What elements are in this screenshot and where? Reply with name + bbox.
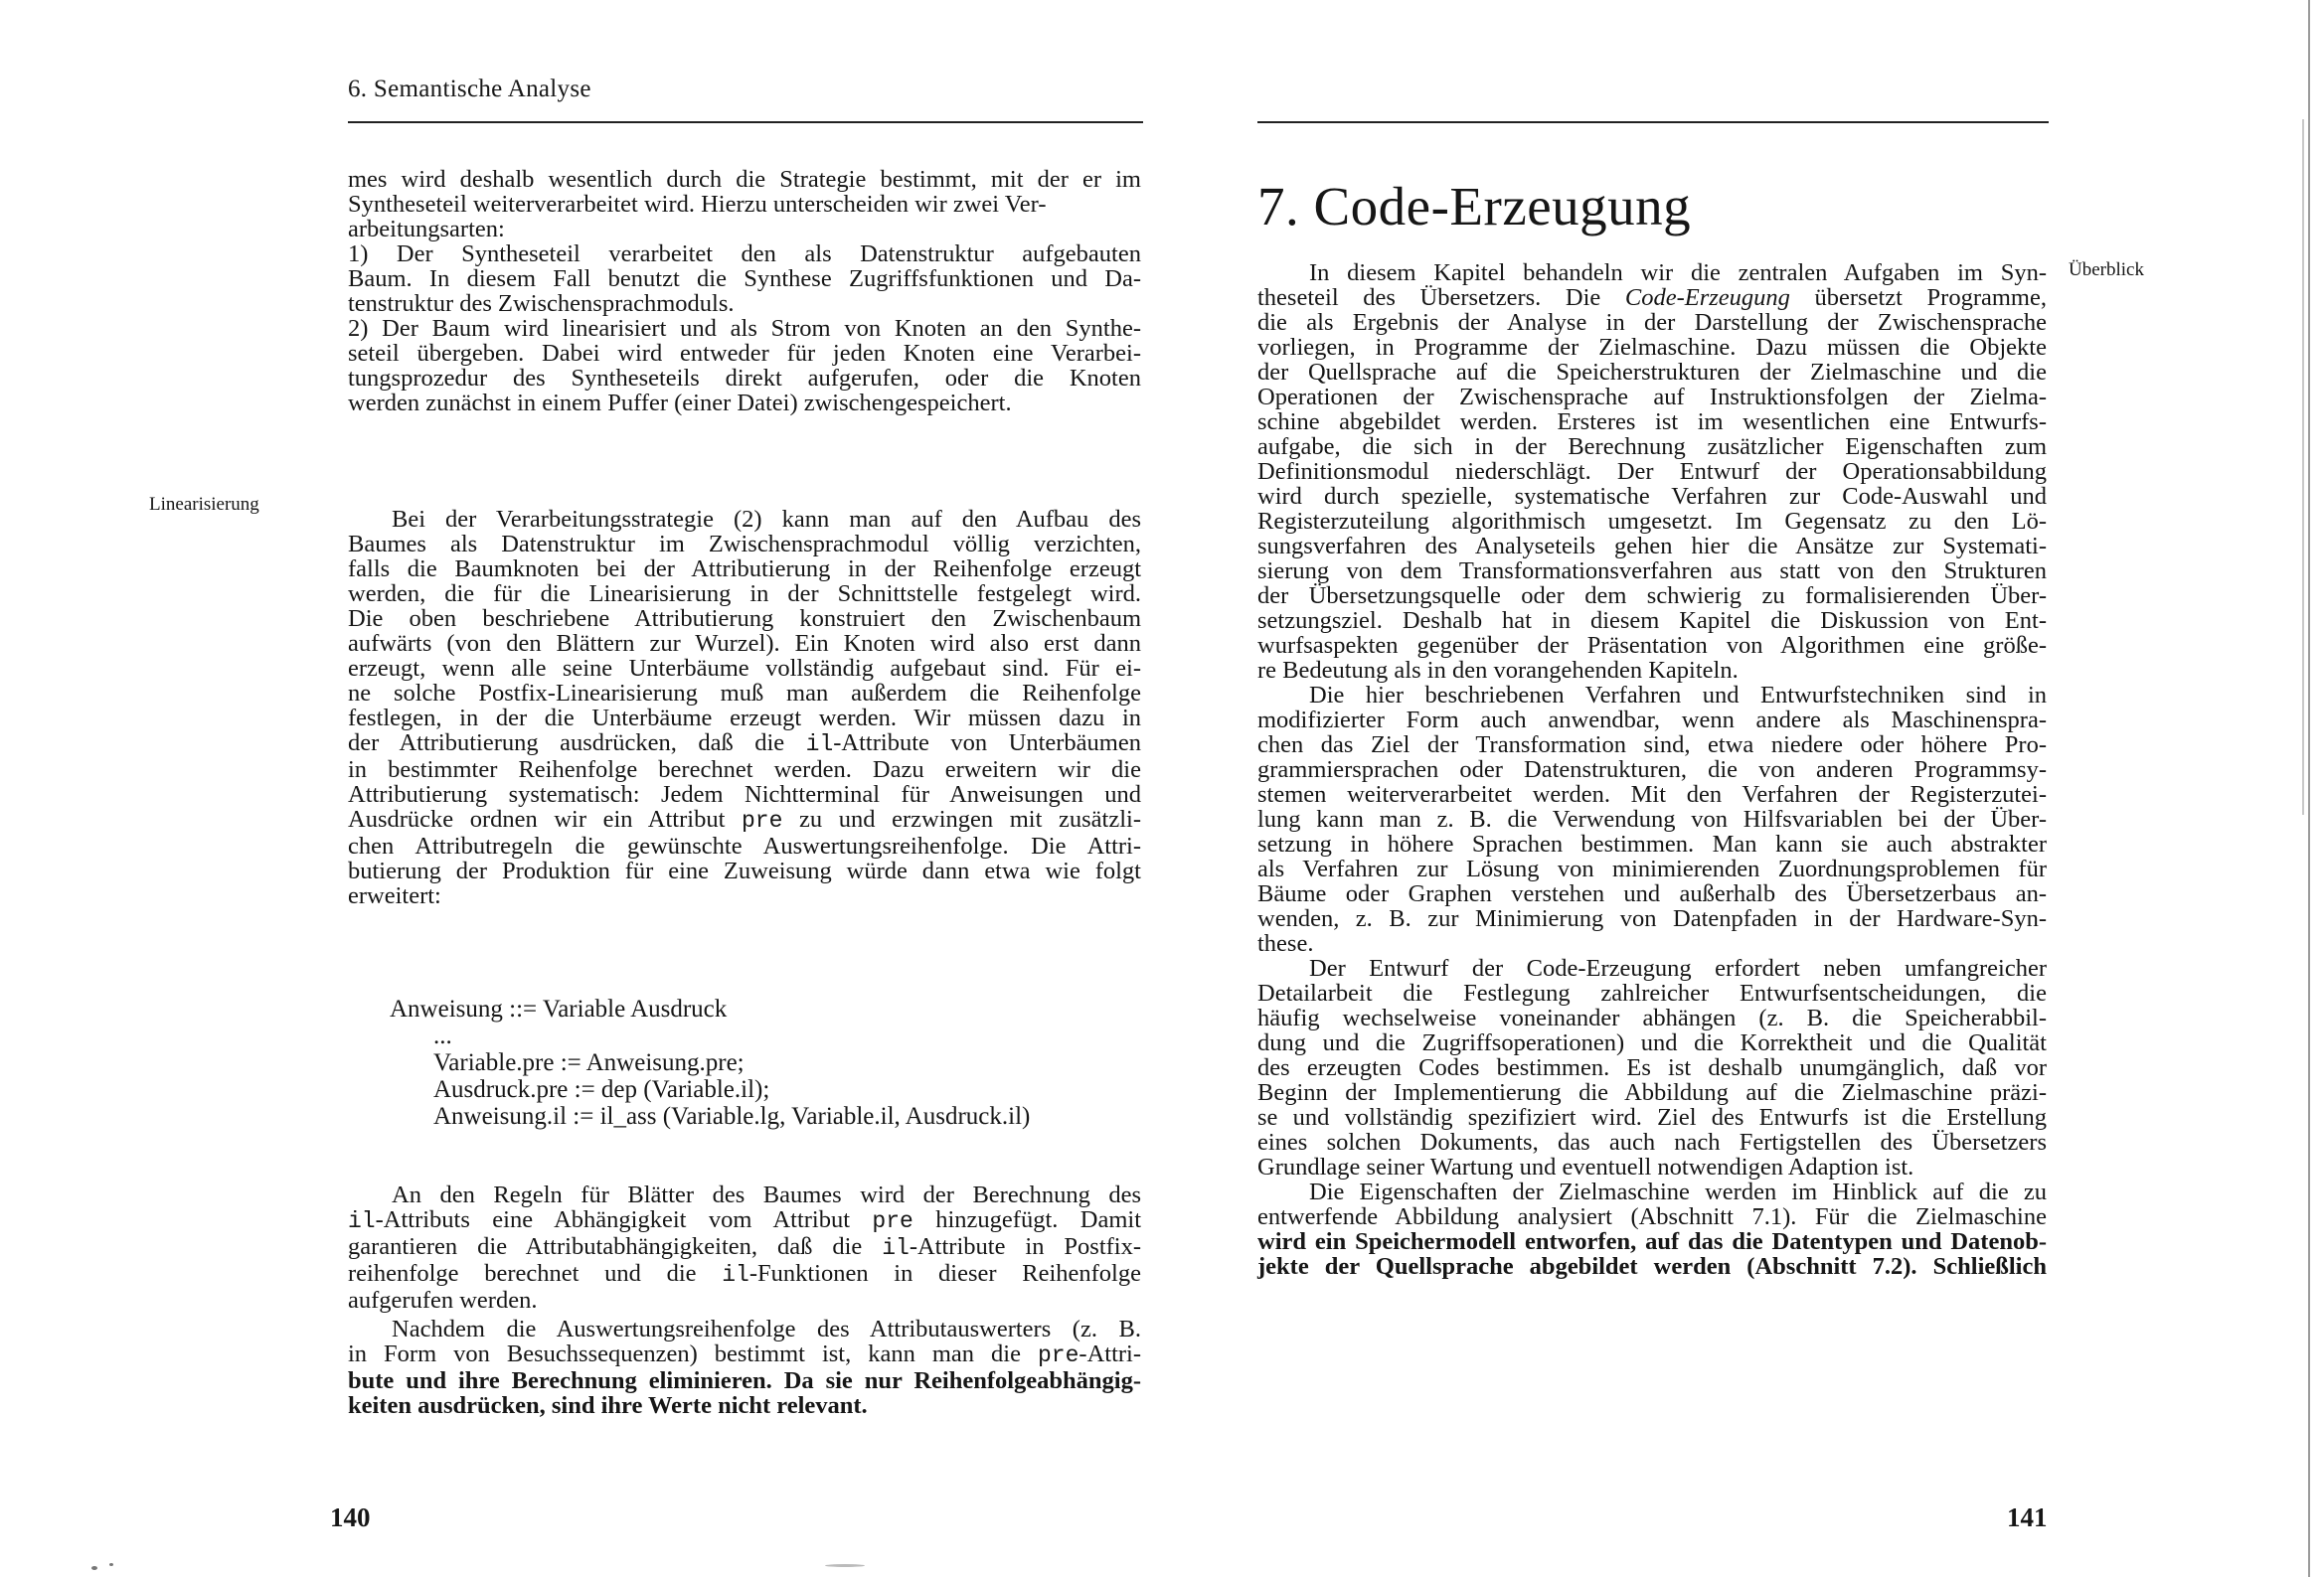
scan-speck bbox=[109, 1563, 113, 1566]
text-line: Baumes als Datenstruktur im Zwischensprachmodul völlig verzichten, bbox=[348, 531, 1141, 557]
chapter-body bbox=[1257, 260, 2047, 1279]
text-line: reihenfolge berechnet und die il-Funktionen in dieser Reihenfolge bbox=[348, 1260, 1141, 1288]
text-line: Beginn der Implementierung die Abbildung auf die Zielmaschine präzi- bbox=[1257, 1079, 2047, 1106]
emphasis: Code-Erzeugung bbox=[1624, 284, 1790, 311]
text-line: Attributierung systematisch: Jedem Nichtterminal für Anweisungen und bbox=[348, 781, 1141, 808]
header-rule bbox=[1257, 121, 2049, 123]
text-line: Die oben beschriebene Attributierung konstruiert den Zwischenbaum bbox=[348, 605, 1141, 632]
text-line: eines solchen Dokuments, das auch nach Fertigstellen des Übersetzers bbox=[1257, 1129, 2047, 1156]
text-line: Die Eigenschaften der Zielmaschine werden im Hinblick auf die zu bbox=[1309, 1179, 2047, 1205]
scan-speck bbox=[825, 1564, 865, 1567]
text-line: 1) Der Syntheseteil verarbeitet den als Datenstruktur aufgebauten bbox=[348, 240, 1141, 267]
page-number: 140 bbox=[330, 1502, 371, 1532]
attribute-rules bbox=[348, 996, 1141, 1130]
text-line: butierung der Produktion für eine Zuweisung würde dann etwa wie folgt bbox=[348, 858, 1141, 884]
text-line: Bei der Verarbeitungsstrategie (2) kann man auf den Aufbau des bbox=[392, 506, 1141, 533]
text-line: Definitionsmodul niederschlägt. Der Entwurf der Operationsabbildung bbox=[1257, 458, 2047, 485]
text-line: mes wird deshalb wesentlich durch die Strategie bestimmt, mit der er im bbox=[348, 166, 1141, 193]
text-line: werden zunächst in einem Puffer (einer Datei) zwischengespeichert. bbox=[348, 390, 1012, 416]
text-line: sungsverfahren des Analyseteils gehen hier die Ansätze zur Systemati- bbox=[1257, 533, 2047, 559]
ellipsis: ... bbox=[433, 1023, 452, 1049]
text-line: keiten ausdrücken, sind ihre Werte nicht relevant. bbox=[348, 1392, 868, 1419]
text-line: Operationen der Zwischensprache auf Instruktionsfolgen der Zielma- bbox=[1257, 384, 2047, 410]
scan-edge bbox=[2300, 0, 2318, 1577]
code-term: il bbox=[805, 731, 834, 757]
text-line: garantieren die Attributabhängigkeiten, daß die il-Attribute in Postfix- bbox=[348, 1233, 1141, 1261]
text-line: Ausdrücke ordnen wir ein Attribut pre zu und erzwingen mit zusätzli- bbox=[348, 806, 1141, 834]
paragraph-leaf-rules bbox=[348, 1183, 1141, 1418]
text-line: aufwärts (von den Blättern zur Wurzel). Ein Knoten wird also erst dann bbox=[348, 630, 1141, 657]
text-line: setzung in höhere Sprachen bestimmen. Man kann sie auch abstrakter bbox=[1257, 831, 2047, 858]
attribute-rule: Anweisung.il := il_ass (Variable.lg, Variable.il, Ausdruck.il) bbox=[433, 1103, 1031, 1130]
text-line: bute und ihre Berechnung eliminieren. Da sie nur Reihenfolgeabhängig- bbox=[348, 1367, 1141, 1394]
text-line: entwerfende Abbildung analysiert (Abschnitt 7.1). Für die Zielmaschine bbox=[1257, 1203, 2047, 1230]
paragraph-linearisierung bbox=[348, 507, 1141, 908]
text-line: sierung von dem Transformationsverfahren aus statt von den Strukturen bbox=[1257, 557, 2047, 584]
text-line: als Verfahren zur Lösung von minimierenden Zuordnungsproblemen für bbox=[1257, 856, 2047, 882]
text-line: stemen weiterverarbeitet werden. Mit den Verfahren der Registerzutei- bbox=[1257, 781, 2047, 808]
text-line: Baum. In diesem Fall benutzt die Synthese Zugriffsfunktionen und Da- bbox=[348, 265, 1141, 292]
text-line: der Quellsprache auf die Speicherstrukturen der Zielmaschine und die bbox=[1257, 359, 2047, 386]
paragraph-strategies bbox=[348, 167, 1141, 415]
text-line: jekte der Quellsprache abgebildet werden (Abschnitt 7.2). Schließlich bbox=[1257, 1253, 2047, 1280]
text-line: schine abgebildet werden. Ersteres ist im wesentlichen eine Entwurfs- bbox=[1257, 408, 2047, 435]
header-rule bbox=[348, 121, 1143, 123]
text-line: Bäume oder Graphen verstehen und außerhalb des Übersetzerbaus an- bbox=[1257, 880, 2047, 907]
code-term: il bbox=[348, 1208, 376, 1234]
code-term: pre bbox=[742, 808, 783, 834]
text-line: festlegen, in der die Unterbäume erzeugt werden. Wir müssen dazu in bbox=[348, 705, 1141, 731]
attribute-rule: Variable.pre := Anweisung.pre; bbox=[433, 1049, 745, 1076]
text-line: grammiersprachen oder Datenstrukturen, die von anderen Programmsy- bbox=[1257, 756, 2047, 783]
text-line: ne solche Postfix-Linearisierung muß man außerdem die Reihenfolge bbox=[348, 680, 1141, 707]
page-number: 141 bbox=[2007, 1502, 2048, 1532]
text-line: dung und die Zugriffsoperationen) und die Korrektheit und die Qualität bbox=[1257, 1029, 2047, 1056]
text-line: wird durch spezielle, systematische Verfahren zur Code-Auswahl und bbox=[1257, 483, 2047, 510]
code-term: pre bbox=[1037, 1342, 1079, 1368]
text-line: Die hier beschriebenen Verfahren und Entwurfstechniken sind in bbox=[1309, 682, 2047, 709]
text-line: wird ein Speichermodell entworfen, auf das die Datentypen und Datenob- bbox=[1257, 1228, 2047, 1255]
text-line: Detailarbeit die Festlegung zahlreicher Entwurfsentscheidungen, die bbox=[1257, 980, 2047, 1007]
margin-note-linearisierung: Linearisierung bbox=[149, 494, 259, 515]
text-line: se und vollständig spezifiziert wird. Ziel des Entwurfs ist die Erstellung bbox=[1257, 1104, 2047, 1131]
code-term: il bbox=[882, 1235, 910, 1261]
attribute-rule: Ausdruck.pre := dep (Variable.il); bbox=[433, 1076, 770, 1103]
text-line: Grundlage seiner Wartung und eventuell notwendigen Adaption ist. bbox=[1257, 1154, 1914, 1181]
text-line: 2) Der Baum wird linearisiert und als Strom von Knoten an den Synthe- bbox=[348, 315, 1141, 342]
text-line: aufgabe, die sich in der Berechnung zusätzlicher Eigenschaften zum bbox=[1257, 433, 2047, 460]
text-line: aufgerufen werden. bbox=[348, 1287, 538, 1314]
text-line: wenden, z. B. zur Minimierung von Datenpfaden in der Hardware-Syn- bbox=[1257, 905, 2047, 932]
text-line: theseteil des Übersetzers. Die Code-Erzeugung übersetzt Programme, bbox=[1257, 284, 2047, 311]
text-line: modifizierter Form auch anwendbar, wenn andere als Maschinenspra- bbox=[1257, 707, 2047, 733]
text-line: des erzeugten Codes bestimmen. Es ist deshalb unumgänglich, daß vor bbox=[1257, 1054, 2047, 1081]
text-line: tenstruktur des Zwischensprachmoduls. bbox=[348, 290, 735, 317]
production-rule: Anweisung ::= Variable Ausdruck bbox=[390, 996, 728, 1023]
text-line: il-Attributs eine Abhängigkeit vom Attribut pre hinzugefügt. Damit bbox=[348, 1206, 1142, 1234]
margin-note-ueberblick: Überblick bbox=[2069, 259, 2144, 280]
text-line: in Form von Besuchssequenzen) bestimmt ist, kann man die pre-Attri- bbox=[348, 1340, 1141, 1368]
text-line: tungsprozedur des Syntheseteils direkt aufgerufen, oder die Knoten bbox=[348, 365, 1141, 392]
scan-speck bbox=[91, 1566, 97, 1570]
text-line: Der Entwurf der Code-Erzeugung erfordert neben umfangreicher bbox=[1309, 955, 2047, 982]
text-line: setzungsziel. Deshalb hat in diesem Kapitel die Diskussion von Ent- bbox=[1257, 607, 2047, 634]
text-line: lung kann man z. B. die Verwendung von Hilfsvariablen bei der Über- bbox=[1257, 806, 2047, 833]
running-head: 6. Semantische Analyse bbox=[348, 76, 591, 102]
text-line: In diesem Kapitel behandeln wir die zentralen Aufgaben im Syn- bbox=[1309, 259, 2047, 286]
text-line: der Übersetzungsquelle oder dem schwierig zu formalisierenden Über- bbox=[1257, 582, 2047, 609]
right-page bbox=[1162, 0, 2324, 1577]
text-line: An den Regeln für Blätter des Baumes wird der Berechnung des bbox=[392, 1182, 1141, 1208]
text-line: in bestimmter Reihenfolge berechnet werden. Dazu erweitern wir die bbox=[348, 756, 1141, 783]
text-line: erzeugt, wenn alle seine Unterbäume vollständig aufgebaut sind. Für ei- bbox=[348, 655, 1141, 682]
text-line: arbeitungsarten: bbox=[348, 216, 505, 242]
text-line: falls die Baumknoten bei der Attributierung in der Reihenfolge erzeugt bbox=[348, 555, 1141, 582]
text-line: re Bedeutung als in den vorangehenden Kapiteln. bbox=[1257, 657, 1739, 684]
chapter-title: 7. Code-Erzeugung bbox=[1257, 176, 1692, 237]
text-line: chen Attributregeln die gewünschte Auswertungsreihenfolge. Die Attri- bbox=[348, 833, 1141, 860]
text-line: seteil übergeben. Dabei wird entweder für jeden Knoten eine Verarbei- bbox=[348, 340, 1141, 367]
text-line: Nachdem die Auswertungsreihenfolge des Attributauswerters (z. B. bbox=[392, 1316, 1141, 1342]
code-term: il bbox=[722, 1262, 749, 1288]
text-line: erweitert: bbox=[348, 882, 441, 909]
text-line: vorliegen, in Programme der Zielmaschine. Dazu müssen die Objekte bbox=[1257, 334, 2047, 361]
text-line: häufig wechselweise voneinander abhängen (z. B. die Speicherabbil- bbox=[1257, 1005, 2047, 1031]
code-term: pre bbox=[872, 1208, 913, 1234]
text-line: wurfsaspekten gegenüber der Präsentation von Algorithmen eine größe- bbox=[1257, 632, 2047, 659]
text-line: die als Ergebnis der Analyse in der Darstellung der Zwischensprache bbox=[1257, 309, 2047, 336]
text-line: Registerzuteilung algorithmisch umgesetzt. Im Gegensatz zu den Lö- bbox=[1257, 508, 2047, 535]
text-line: der Attributierung ausdrücken, daß die il-Attribute von Unterbäumen bbox=[348, 729, 1141, 757]
text-line: werden, die für die Linearisierung in der Schnittstelle festgelegt wird. bbox=[348, 580, 1141, 607]
text-line: chen das Ziel der Transformation sind, etwa niedere oder höhere Pro- bbox=[1257, 731, 2047, 758]
text-line: these. bbox=[1257, 930, 1314, 957]
text-line: Syntheseteil weiterverarbeitet wird. Hierzu unterscheiden wir zwei Ver- bbox=[348, 191, 1047, 218]
